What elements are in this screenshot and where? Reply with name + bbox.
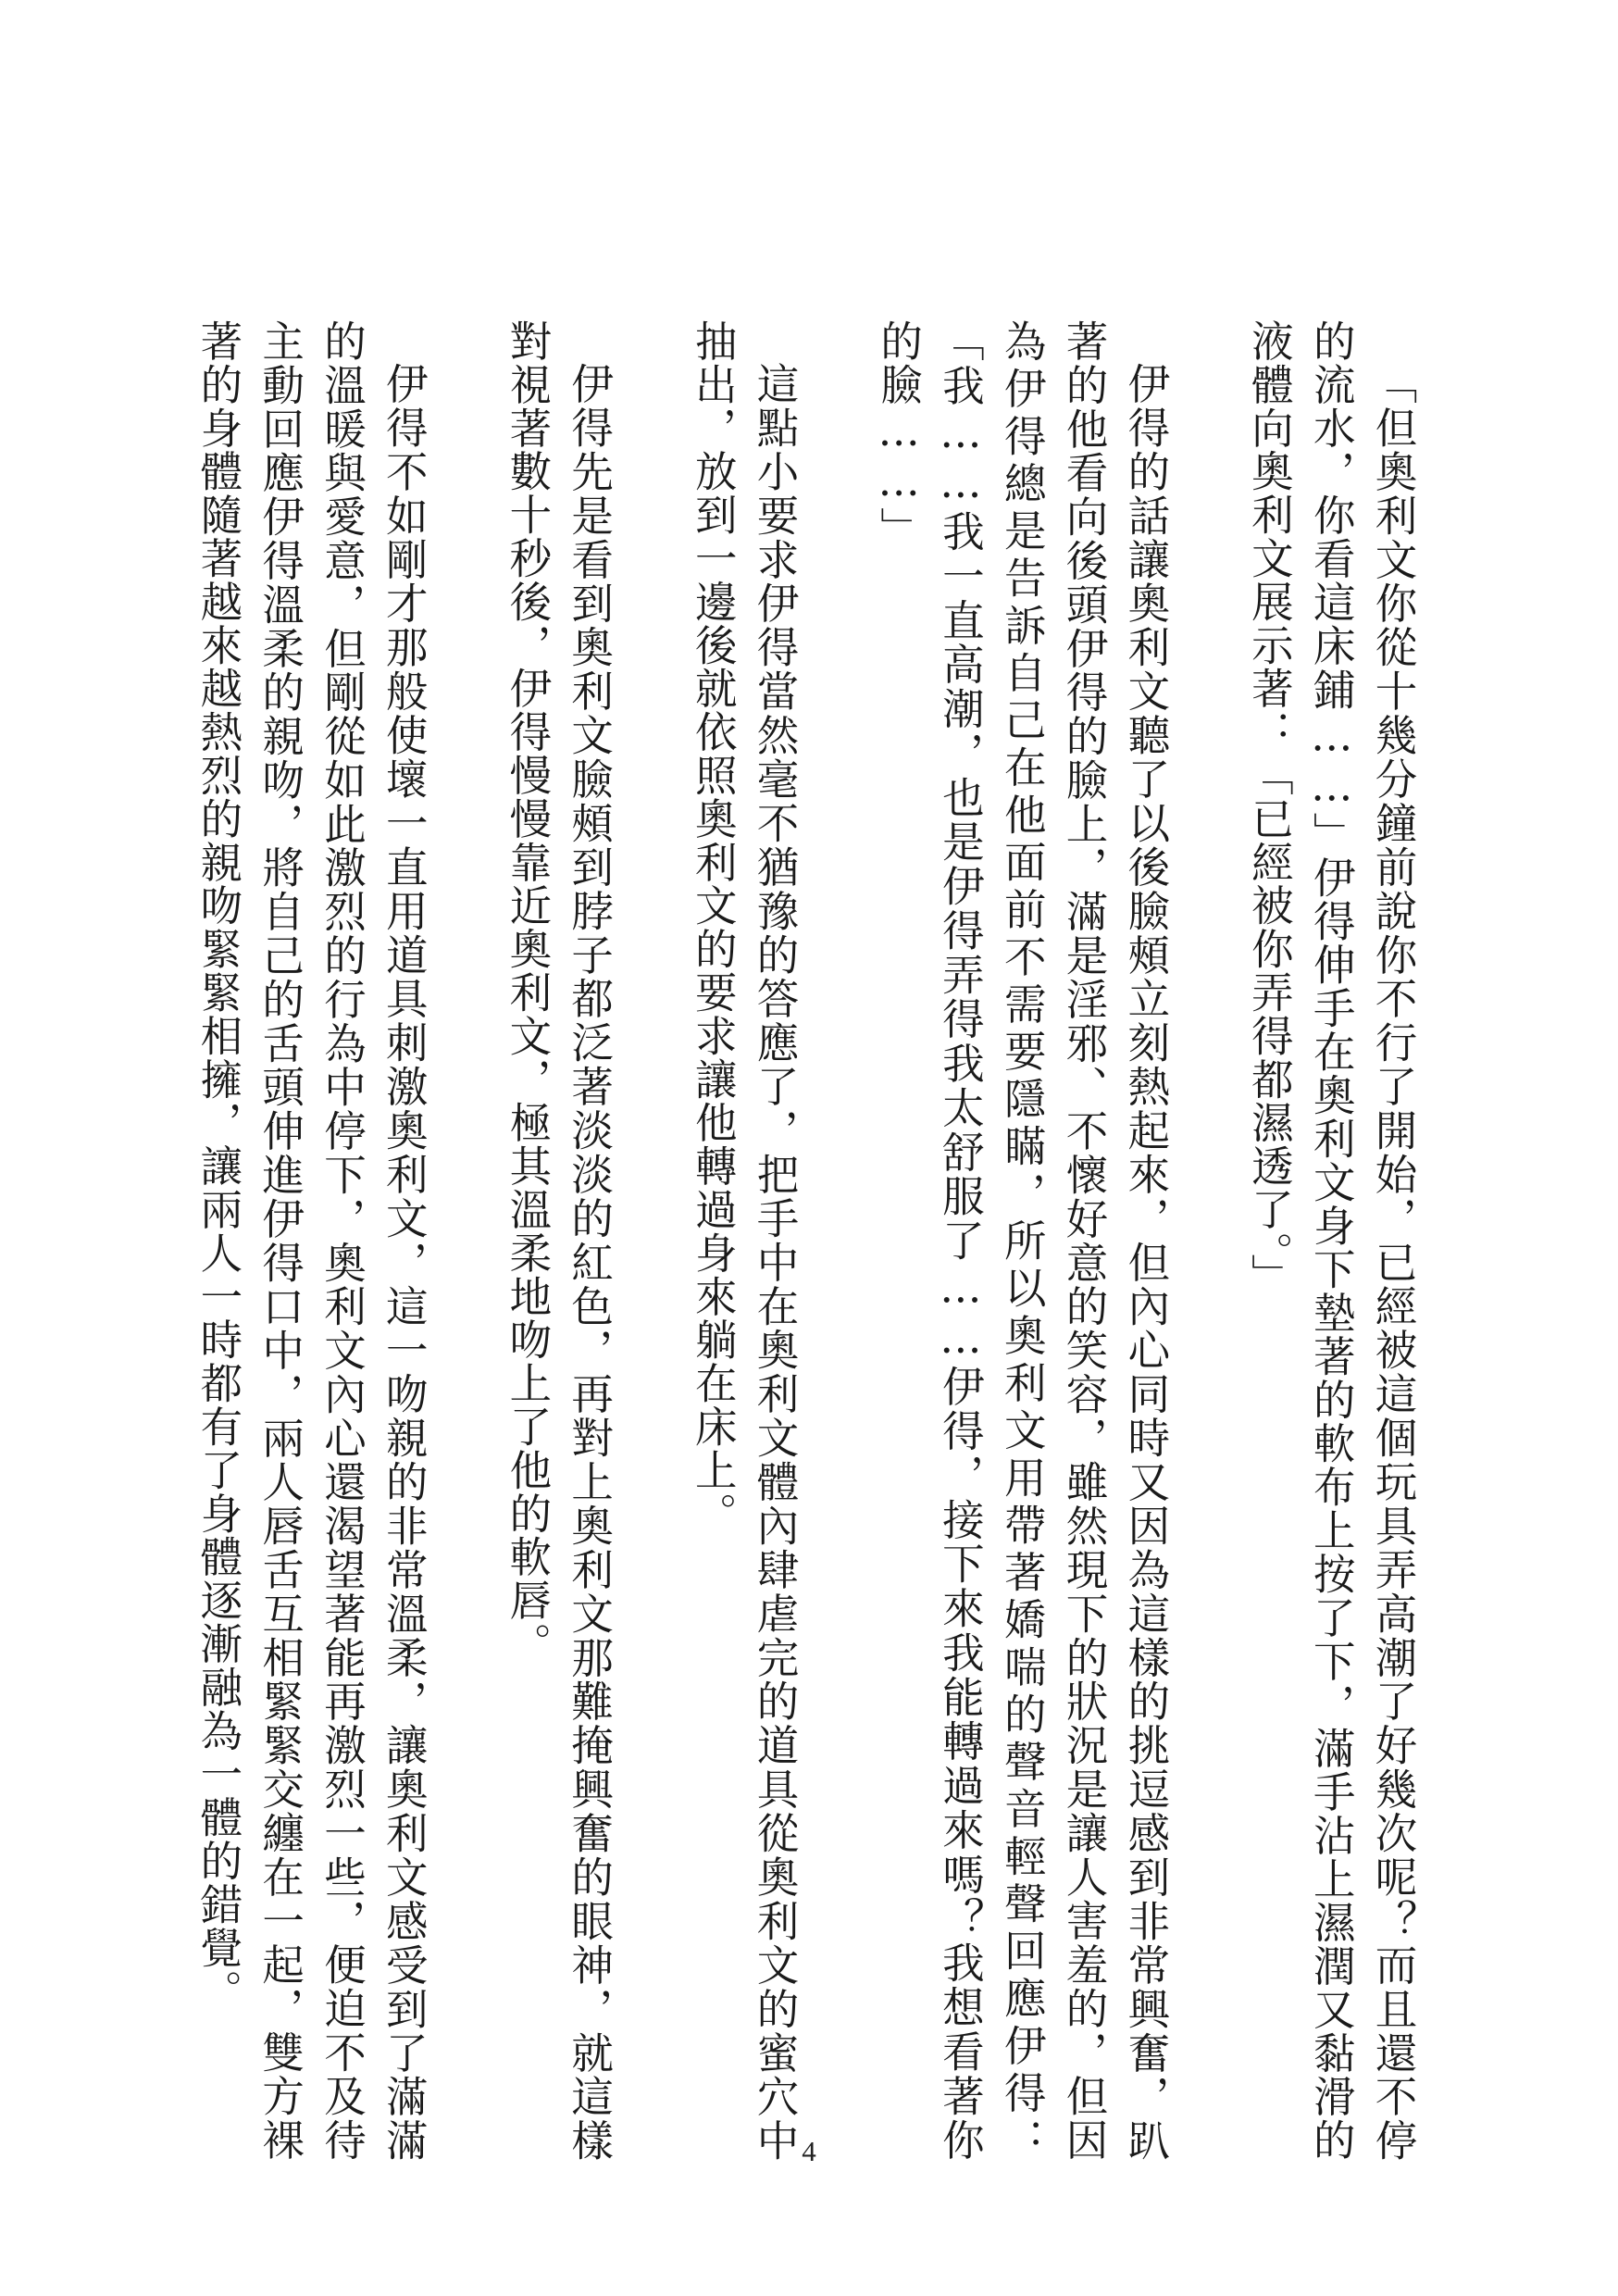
page-number: 4 [802,2135,816,2167]
paragraph-gap [1176,319,1238,2162]
paragraph-gap [620,319,682,2162]
paragraph-3: 這點小要求伊得當然毫不猶豫的答應了，把手中在奧利文體內肆虐完的道具從奧利文的蜜穴中抽出，放到一邊後就依照奧利文的要求讓他轉過身來躺在床上。 [689,319,801,2162]
paragraph-gap [805,319,867,2162]
vertical-text-body [193,319,1424,2162]
paragraph-2: 伊得的話讓奧利文聽了以後臉頰立刻熱起來，但內心同時又因為這樣的挑逗感到非常興奮，趴著的他看向後頭伊得的臉上，滿是淫邪、不懷好意的笑容，雖然現下的狀況是讓人害羞的，但因為伊得總是告訴自己在他面前不需要隱瞞，所以奧利文用帶著嬌喘的聲音輕聲回應伊得：「我……我一直高潮，也是伊得弄得我太舒服了……伊得，接下來我能轉過來嗎？我想看著你的臉……」 [874,319,1171,2162]
paragraph-4: 伊得先是看到奧利文臉頰到脖子都泛著淡淡的紅色，再對上奧利文那難掩興奮的眼神，就這樣對視著數十秒後，伊得慢慢靠近奧利文，極其溫柔地吻上了他的軟唇。 [503,319,615,2162]
paragraph-1: 「但奧利文你從十幾分鐘前說你不行了開始，已經被這個玩具弄高潮了好幾次呢？而且還不停的流水，你看這床鋪……」伊得伸手在奧利文身下墊著的軟布上按了下，滿手沾上濕潤又黏滑的液體向奧利文展示著：「已經被你弄得都濕透了。」 [1245,319,1418,2162]
paragraph-gap [434,319,496,2162]
paragraph-5: 伊得不如剛才那般使壞一直用道具刺激奧利文，這一吻親的非常溫柔，讓奧利文感受到了滿滿的溫暖與愛意，但剛從如此激烈的行為中停下，奧利文內心還渴望著能再激烈一些，便迫不及待主動回應伊得溫柔的親吻，將自己的舌頭伸進伊得口中，兩人唇舌互相緊緊交纏在一起，雙方裸著的身體隨著越來越熱烈的親吻緊緊相擁，讓兩人一時都有了身體逐漸融為一體的錯覺。 [193,319,429,2162]
